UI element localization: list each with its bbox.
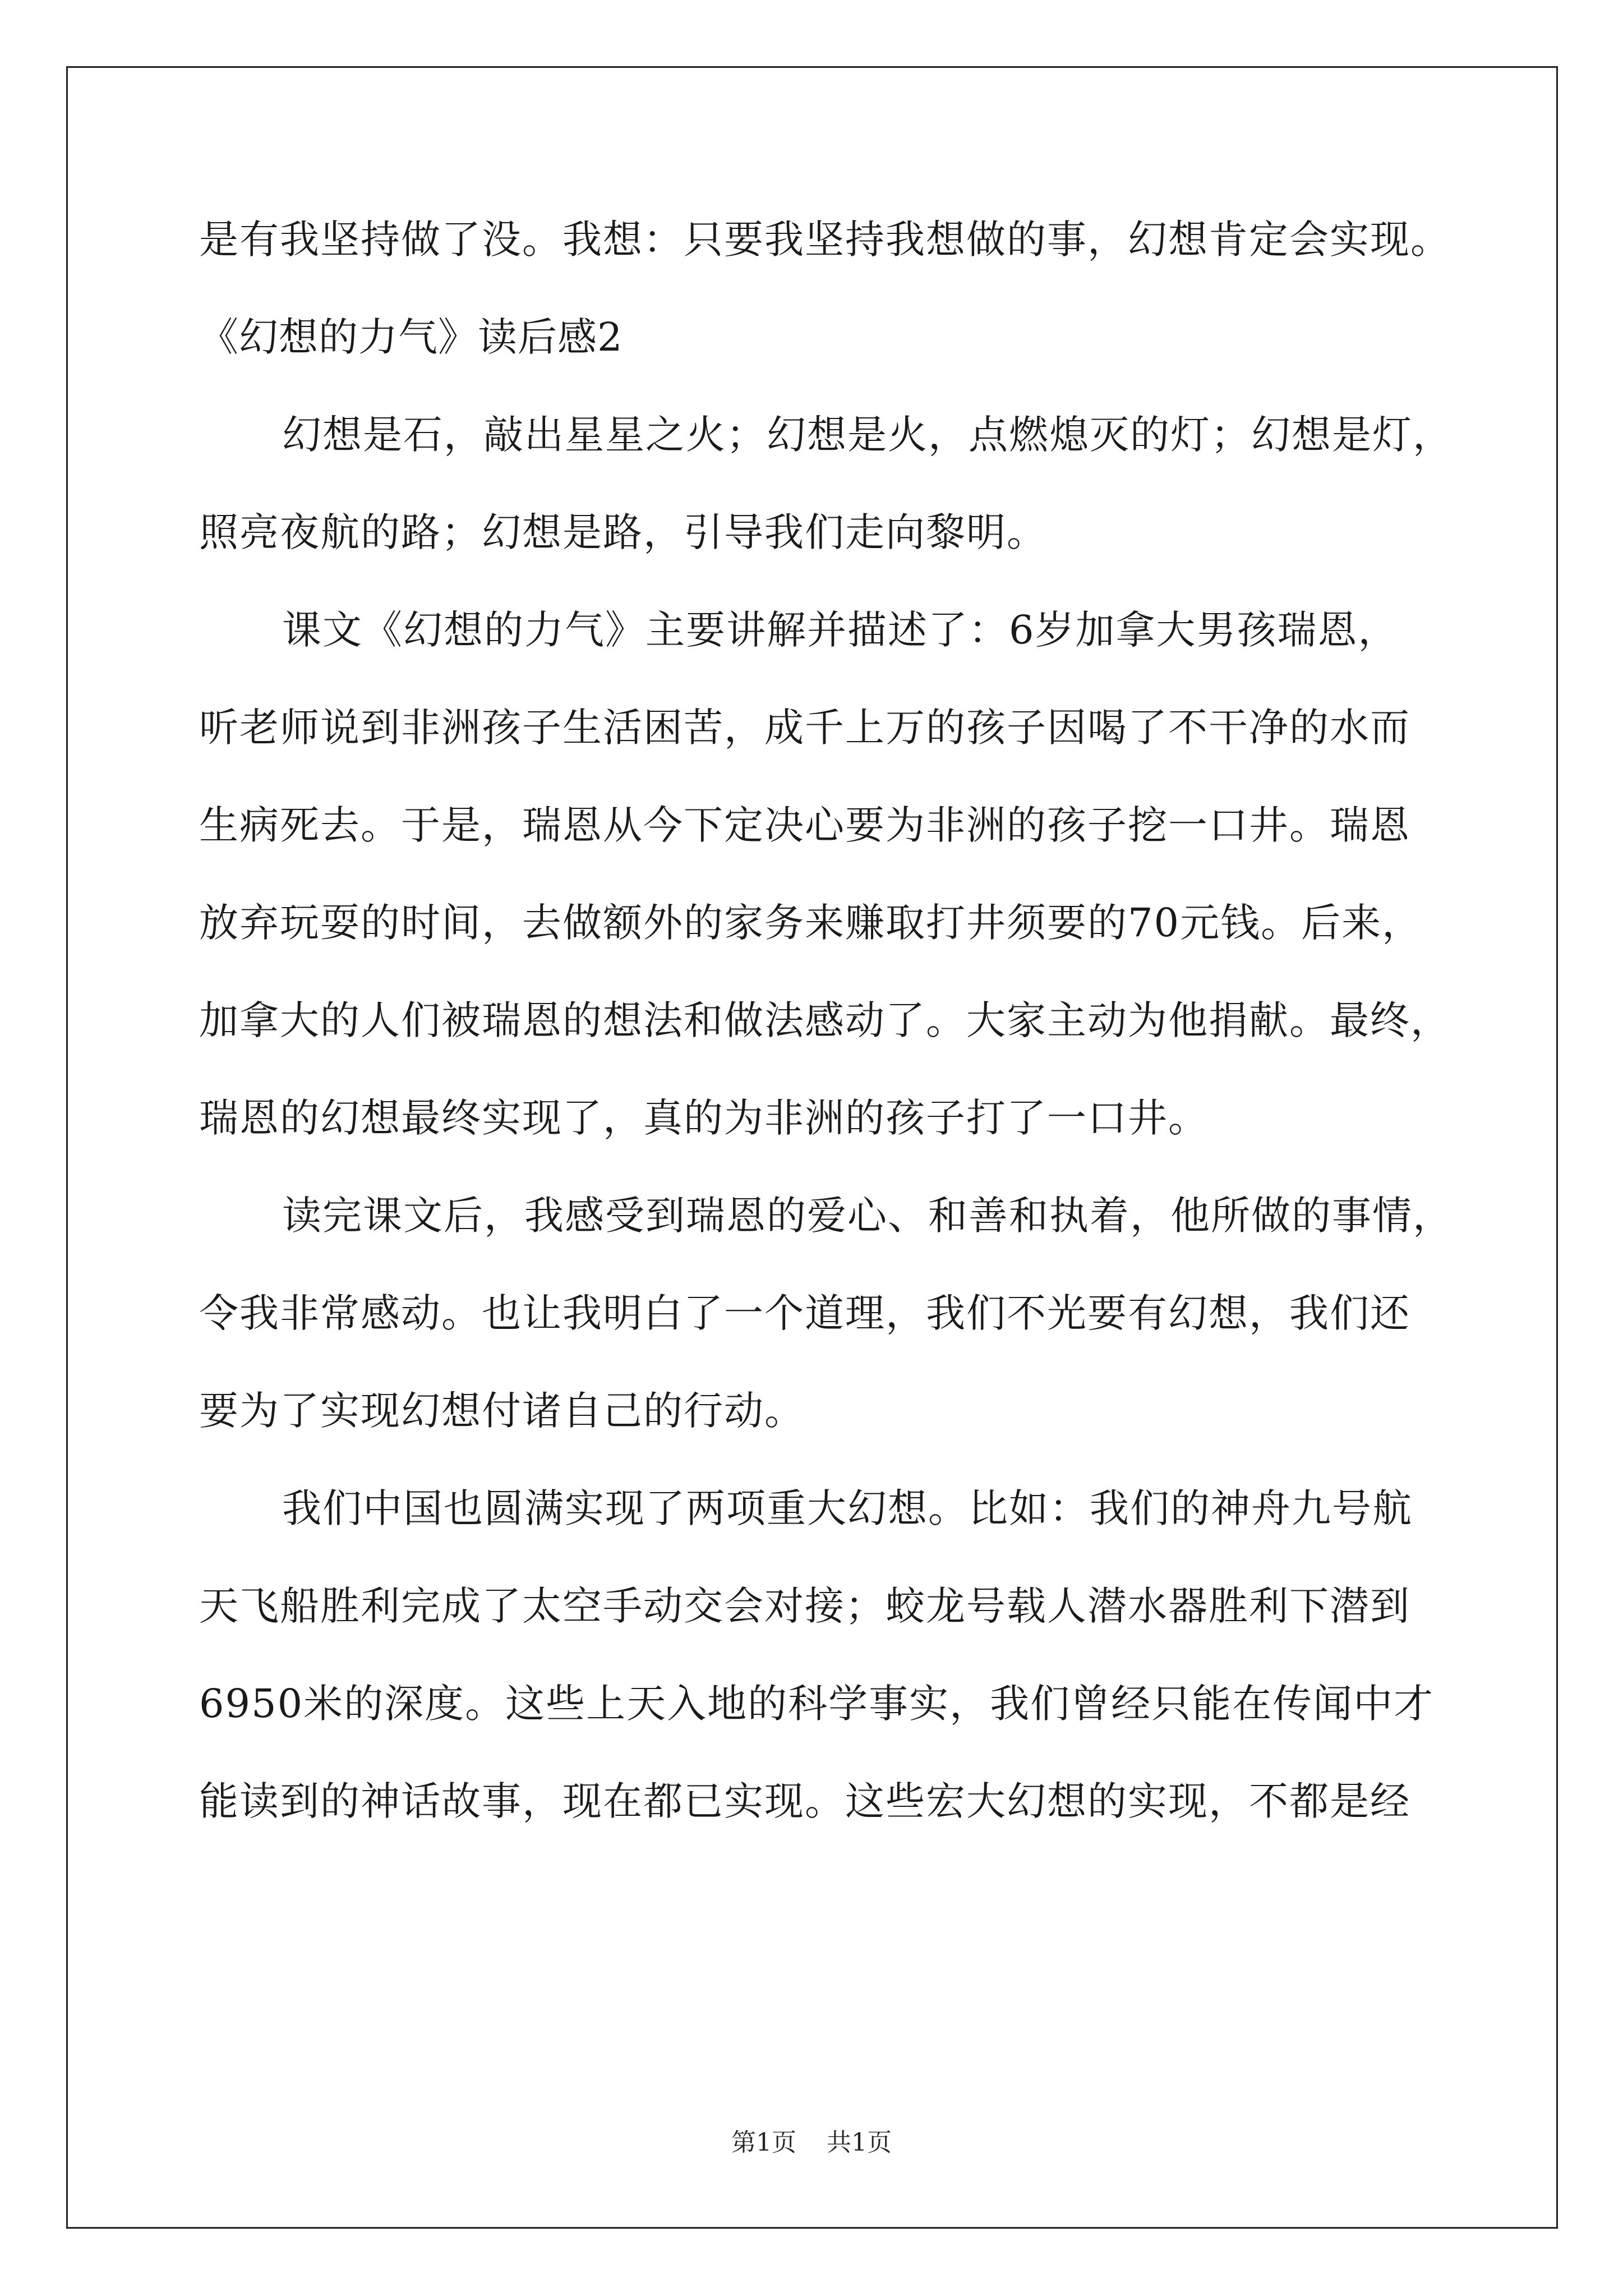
text-line: 我们中国也圆满实现了两项重大幻想。比如：我们的神舟九号航 bbox=[282, 1485, 1413, 1531]
text-line: 6950米的深度。这些上天入地的科学事实，我们曾经只能在传闻中才 bbox=[199, 1681, 1435, 1727]
text-line: 生病死去。于是，瑞恩从今下定决心要为非洲的孩子挖一口井。瑞恩 bbox=[199, 802, 1410, 848]
document-body bbox=[199, 191, 1453, 1850]
text-line: 听老师说到非洲孩子生活困苦，成千上万的孩子因喝了不干净的水而 bbox=[199, 705, 1410, 751]
text-line: 要为了实现幻想付诸自己的行动。 bbox=[199, 1388, 805, 1434]
text-line: 读完课文后，我感受到瑞恩的爱心、和善和执着，他所做的事情， bbox=[282, 1193, 1453, 1239]
text-line: 能读到的神话故事，现在都已实现。这些宏大幻想的实现，不都是经 bbox=[199, 1778, 1410, 1824]
page-footer bbox=[0, 2126, 1623, 2160]
text-line: 课文《幻想的力气》主要讲解并描述了：6岁加拿大男孩瑞恩， bbox=[282, 607, 1399, 653]
text-line: 令我非常感动。也让我明白了一个道理，我们不光要有幻想，我们还 bbox=[199, 1290, 1410, 1336]
section-heading: 《幻想的力气》读后感2 bbox=[199, 314, 623, 360]
text-line: 瑞恩的幻想最终实现了，真的为非洲的孩子打了一口井。 bbox=[199, 1095, 1209, 1141]
page-total: 共1页 bbox=[827, 2128, 892, 2157]
page-number: 第1页 bbox=[731, 2128, 796, 2157]
text-line: 幻想是石，敲出星星之火；幻想是火，点燃熄灭的灯；幻想是灯， bbox=[282, 412, 1453, 458]
text-line: 是有我坚持做了没。我想：只要我坚持我想做的事，幻想肯定会实现。 bbox=[199, 217, 1451, 263]
text-line: 天飞船胜利完成了太空手动交会对接；蛟龙号载人潜水器胜利下潜到 bbox=[199, 1583, 1410, 1629]
text-line: 放弃玩耍的时间，去做额外的家务来赚取打井须要的70元钱。后来， bbox=[199, 900, 1423, 946]
text-line: 加拿大的人们被瑞恩的想法和做法感动了。大家主动为他捐献。最终， bbox=[199, 997, 1451, 1043]
text-line: 照亮夜航的路；幻想是路，引导我们走向黎明。 bbox=[199, 509, 1047, 555]
